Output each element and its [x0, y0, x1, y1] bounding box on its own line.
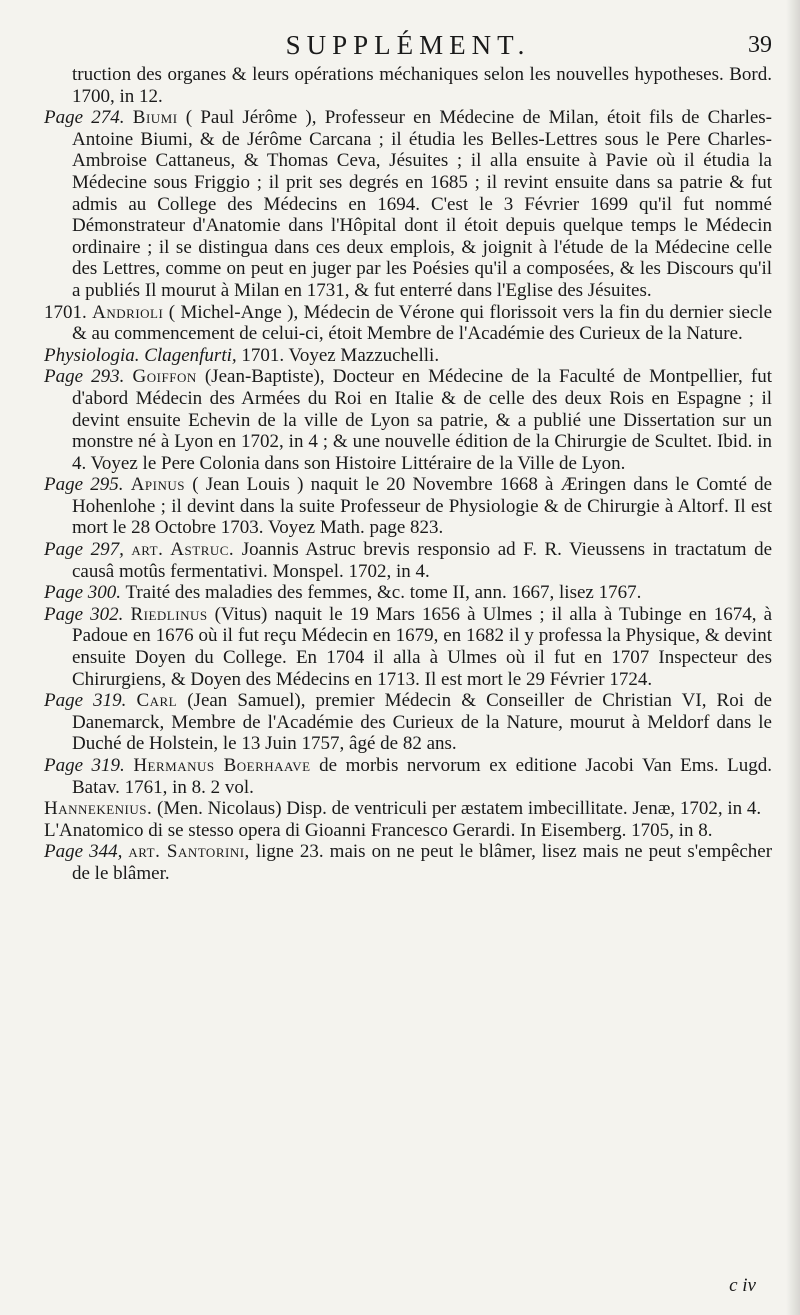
entry-text: de morbis nervorum ex editione Jacobi Van Ems. Lugd. Batav. 1761, in 8. 2 vol. [72, 755, 773, 798]
entry-name: Carl [136, 690, 178, 712]
entry-text: (Jean Samuel), premier Médecin & Conseiller de Christian VI, Roi de Danemarck, Membre de l'Académie des Curieux de la Nature, mourut à Meldorf dans le Duché de Holstein, le 13 Juin 1757, âgé de 82 ans. [72, 690, 772, 755]
entry-label: Page 297, [44, 539, 124, 561]
entry-label: Page 319. [44, 690, 127, 712]
entry-text: (Vitus) naquit le 19 Mars 1656 à Ulmes ; il alla à Tubinge en 1674, à Padoue en 1676 où il fut reçu Médecin en 1679, en 1682 il y professa la Physique, & devint ensuite Doyen du College. En 1704 il alla à Ulmes où il fut en 1707 Inspecteur des Chirurgiens, & Doyen des Médecins en 1713. Il est mort le 29 Février 1724. [72, 603, 773, 690]
entry-text: (Men. Nicolaus) Disp. de ventriculi per æstatem imbecillitate. Jenæ, 1702, in 4. [157, 798, 762, 820]
entry-label: Physiologia. Clagenfurti, [44, 344, 237, 366]
entry-physiologia [44, 345, 772, 367]
entry-label: Page 344, [44, 841, 123, 863]
entry-text: ( Michel-Ange ), Médecin de Vérone qui florissoit vers la fin du dernier siecle & au commencement de celui-ci, étoit Membre de l'Académie des Curieux de la Nature. [72, 301, 772, 345]
entry-name: Apinus [130, 474, 185, 496]
entry-carl [44, 690, 772, 755]
entry-text: 1701. Voyez Mazzuchelli. [241, 344, 440, 366]
entry-name: Goiffon [132, 366, 197, 388]
entry-name: Riedlinus [130, 603, 208, 625]
entry-name: art. Astruc. [131, 539, 235, 561]
entry-label: Page 274. [44, 107, 125, 129]
entry-name: Hannekenius. [44, 798, 153, 820]
entry-name: Hermanus Boerhaave [133, 755, 311, 776]
entry-santorini [44, 841, 772, 884]
entry-traite-maladies [44, 582, 772, 604]
entry-text: (Jean-Baptiste), Docteur en Médecine de la Faculté de Montpellier, fut d'abord Médecin des Armées du Roi en Italie & de celle des deux Rois en Espagne ; il devint ensuite Echevin de la ville de Lyon sa patrie, & a publié une Dissertation sur un monstre né à Lyon en 1702, in 4 ; & une nouvelle édition de la Chirurgie de Scultet. Ibid. in 4. Voyez le Pere Colonia dans son Histoire Littéraire de la Ville de Lyon. [72, 366, 773, 474]
entry-astruc [44, 539, 772, 582]
entry-biumi [44, 107, 772, 301]
entry-continuation [44, 64, 772, 107]
entry-apinus [44, 474, 772, 539]
entry-name: Andrioli [92, 301, 164, 323]
running-head [44, 26, 772, 64]
entry-gerardi [44, 820, 772, 842]
entry-goiffon [44, 366, 772, 474]
entry-text: ligne 23. mais on ne peut le blâmer, lisez mais ne peut s'empêcher de le blâmer. [72, 841, 773, 884]
entry-name: Biumi [132, 107, 178, 129]
entry-text: ( Jean Louis ) naquit le 20 Novembre 1668 à Æringen dans le Comté de Hohenlohe ; il devint dans la suite Professeur de Physiologie & de Chirurgie à Altorf. Il est mort le 28 Octobre 1703. Voyez Math. page 823. [72, 474, 773, 539]
entry-boerhaave [44, 755, 772, 798]
page-edge-shadow [786, 0, 800, 1315]
entry-name: art. Santorini, [128, 841, 250, 863]
entry-label: Page 295. [44, 474, 124, 496]
page-title: SUPPLÉMENT. [285, 30, 531, 60]
entry-label: Page 300. [44, 582, 122, 604]
entry-text: L'Anatomico di se stesso opera di Gioanni Francesco Gerardi. In Eisemberg. 1705, in 8. [44, 819, 713, 841]
page-number: 39 [748, 32, 772, 58]
entry-label: Page 302. [44, 603, 124, 625]
entry-text: ( Paul Jérôme ), Professeur en Médecine de Milan, étoit fils de Charles-Antoine Biumi, & de Jérôme Carcana ; il étudia les Belles-Lettres sous le Pere Charles-Ambroise Cattaneus, & Thomas Ceva, Jésuites ; il alla ensuite à Pavie où il étudia la Médecine sous Friggio ; il prit ses degrés en 1685 ; il revint ensuite dans sa patrie & fut admis au College des Médecins en 1694. C'est le 3 Février 1699 qu'il fut nommé Démonstrateur d'Anatomie dans l'Hôpital dont il étoit depuis quelque temps le Médecin ordinaire ; il se distingua dans ces deux emplois, & joignit à l'étude de la Médecine celle des Lettres, comme on peut en juger par les Poésies qu'il a composées, & les Discours qu'il a publiés Il mourut à Milan en 1731, & fut enterré dans l'Eglise des Jésuites. [72, 107, 773, 301]
entry-text: Joannis Astruc brevis responsio ad F. R. Vieussens in tractatum de causâ motûs fermentativi. Monspel. 1702, in 4. [72, 539, 773, 582]
entry-hannekenius [44, 798, 772, 820]
entry-label: Page 319. [44, 755, 125, 776]
entry-list [44, 64, 772, 885]
entry-riedlinus [44, 604, 772, 690]
entry-andrioli [44, 302, 772, 345]
entry-text: truction des organes & leurs opérations méchaniques selon les nouvelles hypotheses. Bord. 1700, in 12. [72, 64, 772, 107]
entry-label: Page 293. [44, 366, 125, 388]
entry-label: 1701. [44, 301, 87, 323]
signature-mark: c iv [729, 1275, 756, 1296]
entry-text: Traité des maladies des femmes, &c. tome II, ann. 1667, lisez 1767. [125, 582, 642, 604]
